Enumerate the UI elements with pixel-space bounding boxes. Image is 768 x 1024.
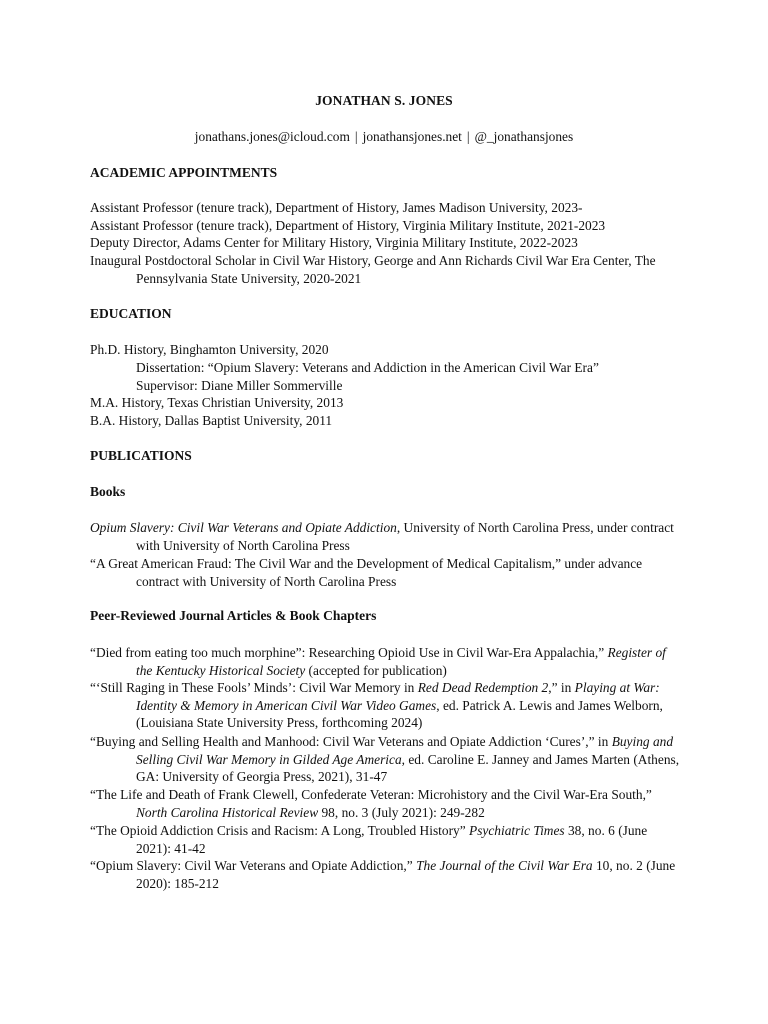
appointment-item: Deputy Director, Adams Center for Military History, Virginia Military Institute, 2022-2023 bbox=[90, 235, 578, 250]
education-supervisor: Supervisor: Diane Miller Sommerville bbox=[136, 378, 343, 393]
section-heading-appointments: ACADEMIC APPOINTMENTS bbox=[90, 165, 278, 180]
article-entry: “Buying and Selling Health and Manhood: Civil War Veterans and Opiate Addiction ‘Cures’,” in Buying and Selling Civil War Memory in Gilded Age America, ed. Caroline E. Janney and James Marten (Athens, GA: University of Georgia Press, 2021), 31-47 bbox=[90, 734, 680, 785]
appointment-item-continued: Pennsylvania State University, 2020-2021 bbox=[136, 271, 362, 286]
subheading-books: Books bbox=[90, 484, 126, 499]
separator: | bbox=[354, 129, 358, 144]
article-entry: “The Opioid Addiction Crisis and Racism: A Long, Troubled History” Psychiatric Times 38, no. 6 (June 2021): 41-42 bbox=[90, 823, 648, 856]
appointment-item: Assistant Professor (tenure track), Department of History, James Madison University, 2023- bbox=[90, 200, 583, 215]
email-link[interactable]: jonathans.jones@icloud.com bbox=[194, 129, 350, 144]
book-entry: Opium Slavery: Civil War Veterans and Opiate Addiction, University of North Carolina Press, under contract with University of North Carolina Press bbox=[90, 520, 674, 553]
article-entry: “The Life and Death of Frank Clewell, Confederate Veteran: Microhistory and the Civil War-Era South,” North Carolina Historical Review 98, no. 3 (July 2021): 249-282 bbox=[90, 787, 652, 820]
book-title: Opium Slavery: Civil War Veterans and Opiate Addiction bbox=[90, 520, 397, 535]
website-link[interactable]: jonathansjones.net bbox=[362, 129, 462, 144]
social-handle-link[interactable]: @_jonathansjones bbox=[474, 129, 574, 144]
article-entry: “Opium Slavery: Civil War Veterans and Opiate Addiction,” The Journal of the Civil War Era 10, no. 2 (June 2020): 185-212 bbox=[90, 858, 676, 891]
subheading-articles: Peer-Reviewed Journal Articles & Book Chapters bbox=[90, 608, 377, 623]
article-entry: “‘Still Raging in These Fools’ Minds’: Civil War Memory in Red Dead Redemption 2,” in Playing at War: Identity & Memory in American Civil War Video Games, ed. Patrick A. Lewis and James Welborn, (Louisiana State University Press, forthcoming 2024) bbox=[90, 680, 663, 731]
education-dissertation: Dissertation: “Opium Slavery: Veterans and Addiction in the American Civil War Era” bbox=[136, 360, 599, 375]
book-entry: “A Great American Fraud: The Civil War and the Development of Medical Capitalism,” under advance contract with University of North Carolina Press bbox=[90, 556, 643, 589]
contact-line bbox=[0, 129, 768, 145]
section-heading-education: EDUCATION bbox=[90, 306, 172, 321]
author-name: JONATHAN S. JONES bbox=[315, 93, 453, 108]
appointment-item: Assistant Professor (tenure track), Department of History, Virginia Military Institute, 2021-2023 bbox=[90, 218, 606, 233]
separator: | bbox=[466, 129, 470, 144]
education-ba: B.A. History, Dallas Baptist University, 2011 bbox=[90, 413, 333, 428]
section-heading-publications: PUBLICATIONS bbox=[90, 448, 192, 463]
education-phd: Ph.D. History, Binghamton University, 2020 bbox=[90, 342, 329, 357]
article-entry: “Died from eating too much morphine”: Researching Opioid Use in Civil War-Era Appalachia,” Register of the Kentucky Historical Society (accepted for publication) bbox=[90, 645, 666, 678]
education-ma: M.A. History, Texas Christian University, 2013 bbox=[90, 395, 344, 410]
appointment-item: Inaugural Postdoctoral Scholar in Civil War History, George and Ann Richards Civil War Era Center, The bbox=[90, 253, 656, 268]
